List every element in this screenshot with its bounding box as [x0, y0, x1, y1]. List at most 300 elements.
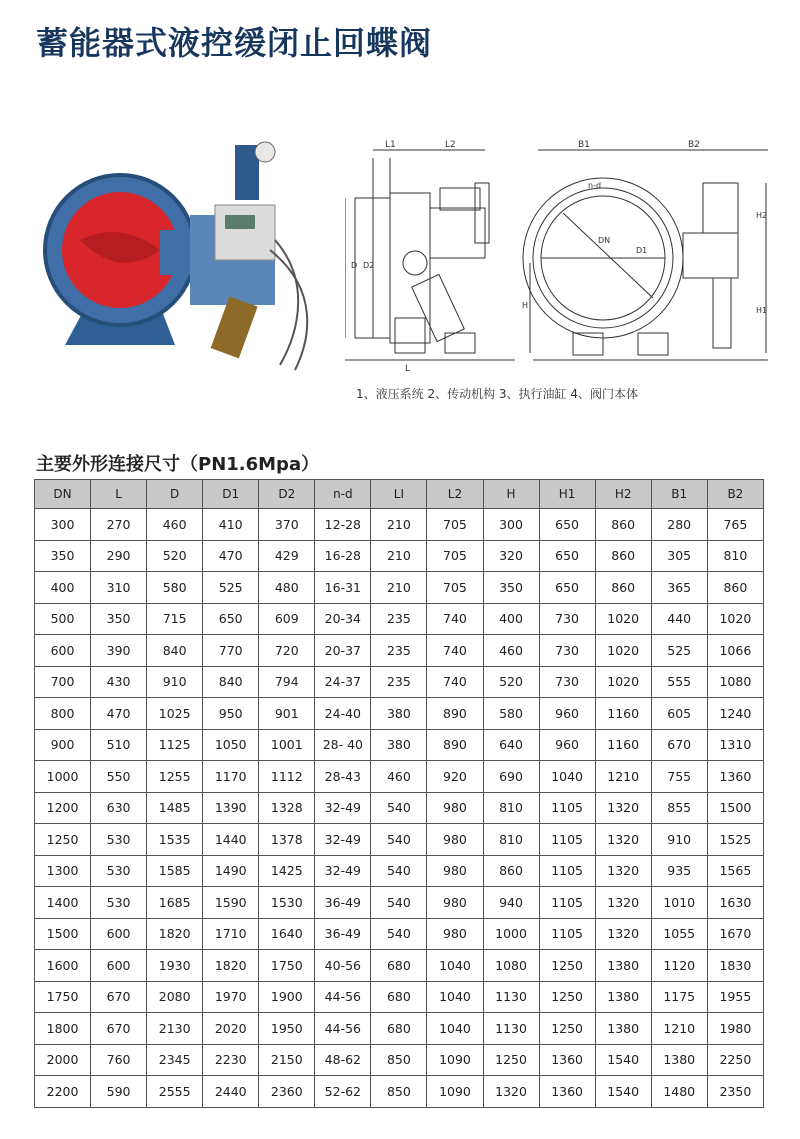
column-header: D1	[203, 480, 259, 509]
table-cell: 1360	[539, 1076, 595, 1108]
label-d2: D2	[363, 261, 375, 270]
table-cell: 980	[427, 824, 483, 856]
table-cell: 1255	[147, 761, 203, 793]
table-cell: 520	[483, 666, 539, 698]
table-cell: 1425	[259, 855, 315, 887]
table-cell: 1485	[147, 792, 203, 824]
table-row	[35, 981, 764, 1013]
table-cell: 2555	[147, 1076, 203, 1108]
table-cell: 765	[707, 509, 763, 541]
table-cell: 20-34	[315, 603, 371, 635]
table-cell: 28-43	[315, 761, 371, 793]
table-cell: 1980	[707, 1013, 763, 1045]
table-cell: 705	[427, 509, 483, 541]
table-cell: 600	[35, 635, 91, 667]
table-cell: 940	[483, 887, 539, 919]
table-cell: 1380	[595, 950, 651, 982]
table-cell: 2345	[147, 1044, 203, 1076]
table-cell: 740	[427, 603, 483, 635]
table-cell: 1490	[203, 855, 259, 887]
table-cell: 1630	[707, 887, 763, 919]
table-cell: 310	[91, 572, 147, 604]
label-b2: B2	[688, 140, 700, 150]
table-cell: 1250	[35, 824, 91, 856]
table-cell: 730	[539, 635, 595, 667]
table-cell: 2200	[35, 1076, 91, 1108]
table-cell: 1040	[427, 981, 483, 1013]
table-cell: 1540	[595, 1044, 651, 1076]
table-cell: 365	[651, 572, 707, 604]
column-header: H2	[595, 480, 651, 509]
table-cell: 1170	[203, 761, 259, 793]
table-row	[35, 509, 764, 541]
table-row	[35, 950, 764, 982]
table-cell: 520	[147, 540, 203, 572]
table-cell: 1055	[651, 918, 707, 950]
table-cell: 1320	[595, 824, 651, 856]
table-cell: 300	[35, 509, 91, 541]
table-cell: 2000	[35, 1044, 91, 1076]
table-cell: 235	[371, 603, 427, 635]
table-cell: 320	[483, 540, 539, 572]
table-cell: 980	[427, 855, 483, 887]
table-row	[35, 698, 764, 730]
table-cell: 960	[539, 698, 595, 730]
table-cell: 1310	[707, 729, 763, 761]
table-cell: 1328	[259, 792, 315, 824]
table-cell: 730	[539, 666, 595, 698]
table-cell: 370	[259, 509, 315, 541]
table-cell: 1250	[483, 1044, 539, 1076]
table-cell: 270	[91, 509, 147, 541]
table-cell: 1590	[203, 887, 259, 919]
label-h: H	[522, 301, 529, 310]
table-cell: 440	[651, 603, 707, 635]
table-row	[35, 729, 764, 761]
table-cell: 1500	[35, 918, 91, 950]
table-cell: 540	[371, 855, 427, 887]
table-cell: 235	[371, 635, 427, 667]
table-cell: 850	[371, 1044, 427, 1076]
label-h2: H2	[756, 211, 768, 220]
table-cell: 1105	[539, 824, 595, 856]
column-header: n-d	[315, 480, 371, 509]
table-cell: 630	[91, 792, 147, 824]
table-cell: 1640	[259, 918, 315, 950]
table-cell: 1750	[35, 981, 91, 1013]
table-cell: 700	[35, 666, 91, 698]
table-cell: 350	[35, 540, 91, 572]
table-cell: 980	[427, 918, 483, 950]
table-cell: 1130	[483, 981, 539, 1013]
table-cell: 1120	[651, 950, 707, 982]
table-row	[35, 603, 764, 635]
table-cell: 730	[539, 603, 595, 635]
table-row	[35, 855, 764, 887]
table-cell: 16-28	[315, 540, 371, 572]
table-cell: 1175	[651, 981, 707, 1013]
label-h1: H1	[756, 306, 768, 315]
table-cell: 600	[91, 918, 147, 950]
hydraulic-unit	[211, 142, 308, 370]
table-cell: 1955	[707, 981, 763, 1013]
table-cell: 580	[483, 698, 539, 730]
table-cell: 1160	[595, 698, 651, 730]
table-cell: 550	[91, 761, 147, 793]
table-cell: 850	[371, 1076, 427, 1108]
table-cell: 540	[371, 792, 427, 824]
table-cell: 1200	[35, 792, 91, 824]
table-cell: 1320	[483, 1076, 539, 1108]
label-l: L	[405, 364, 411, 373]
table-cell: 715	[147, 603, 203, 635]
column-header: DN	[35, 480, 91, 509]
table-cell: 740	[427, 666, 483, 698]
table-cell: 690	[483, 761, 539, 793]
table-cell: 235	[371, 666, 427, 698]
table-cell: 36-49	[315, 887, 371, 919]
table-cell: 2080	[147, 981, 203, 1013]
table-cell: 280	[651, 509, 707, 541]
table-cell: 44-56	[315, 981, 371, 1013]
table-cell: 32-49	[315, 855, 371, 887]
label-l1: L1	[385, 140, 396, 150]
table-cell: 40-56	[315, 950, 371, 982]
table-cell: 1040	[427, 1013, 483, 1045]
table-cell: 32-49	[315, 824, 371, 856]
table-cell: 1066	[707, 635, 763, 667]
table-cell: 960	[539, 729, 595, 761]
table-cell: 12-28	[315, 509, 371, 541]
table-cell: 530	[91, 824, 147, 856]
table-cell: 350	[483, 572, 539, 604]
table-cell: 555	[651, 666, 707, 698]
table-cell: 1025	[147, 698, 203, 730]
valve-photo	[40, 130, 340, 390]
table-cell: 1525	[707, 824, 763, 856]
table-cell: 980	[427, 792, 483, 824]
table-cell: 28- 40	[315, 729, 371, 761]
table-cell: 1480	[651, 1076, 707, 1108]
table-cell: 1750	[259, 950, 315, 982]
table-cell: 400	[483, 603, 539, 635]
column-header: B1	[651, 480, 707, 509]
table-cell: 760	[91, 1044, 147, 1076]
table-cell: 860	[707, 572, 763, 604]
table-cell: 1830	[707, 950, 763, 982]
table-cell: 1130	[483, 1013, 539, 1045]
table-cell: 1930	[147, 950, 203, 982]
table-cell: 540	[371, 887, 427, 919]
table-cell: 36-49	[315, 918, 371, 950]
table-cell: 500	[35, 603, 91, 635]
table-cell: 300	[483, 509, 539, 541]
table-cell: 2150	[259, 1044, 315, 1076]
table-cell: 1040	[539, 761, 595, 793]
table-cell: 530	[91, 887, 147, 919]
table-cell: 2130	[147, 1013, 203, 1045]
table-cell: 1440	[203, 824, 259, 856]
table-cell: 1020	[707, 603, 763, 635]
table-cell: 290	[91, 540, 147, 572]
page-title: 蓄能器式液控缓闭止回蝶阀	[36, 24, 433, 62]
table-cell: 860	[595, 572, 651, 604]
table-cell: 770	[203, 635, 259, 667]
table-cell: 1585	[147, 855, 203, 887]
table-cell: 1320	[595, 855, 651, 887]
table-cell: 800	[35, 698, 91, 730]
table-cell: 20-37	[315, 635, 371, 667]
table-cell: 600	[91, 950, 147, 982]
table-cell: 1250	[539, 1013, 595, 1045]
table-cell: 430	[91, 666, 147, 698]
dimension-table	[34, 479, 764, 1108]
table-title: 主要外形连接尺寸（PN1.6Mpa）	[36, 454, 320, 475]
table-cell: 2440	[203, 1076, 259, 1108]
column-header: LI	[371, 480, 427, 509]
label-d1: D1	[636, 246, 648, 255]
table-cell: 590	[91, 1076, 147, 1108]
label-l2: L2	[445, 140, 456, 150]
table-cell: 380	[371, 698, 427, 730]
table-cell: 350	[91, 603, 147, 635]
column-header: B2	[707, 480, 763, 509]
table-cell: 1380	[595, 981, 651, 1013]
table-cell: 480	[259, 572, 315, 604]
table-cell: 1050	[203, 729, 259, 761]
table-cell: 460	[371, 761, 427, 793]
table-cell: 860	[483, 855, 539, 887]
table-cell: 400	[35, 572, 91, 604]
table-cell: 52-62	[315, 1076, 371, 1108]
table-cell: 705	[427, 540, 483, 572]
table-cell: 1080	[483, 950, 539, 982]
table-row	[35, 540, 764, 572]
table-cell: 810	[707, 540, 763, 572]
table-cell: 305	[651, 540, 707, 572]
table-cell: 540	[371, 918, 427, 950]
table-cell: 705	[427, 572, 483, 604]
table-cell: 1500	[707, 792, 763, 824]
table-cell: 740	[427, 635, 483, 667]
table-cell: 860	[595, 540, 651, 572]
table-cell: 2250	[707, 1044, 763, 1076]
table-cell: 900	[35, 729, 91, 761]
table-cell: 210	[371, 572, 427, 604]
table-cell: 470	[91, 698, 147, 730]
column-header: H	[483, 480, 539, 509]
table-cell: 1565	[707, 855, 763, 887]
table-cell: 605	[651, 698, 707, 730]
table-cell: 1020	[595, 666, 651, 698]
table-cell: 1080	[707, 666, 763, 698]
column-header: L	[91, 480, 147, 509]
table-cell: 901	[259, 698, 315, 730]
table-cell: 1320	[595, 918, 651, 950]
table-cell: 670	[91, 1013, 147, 1045]
table-cell: 1210	[595, 761, 651, 793]
table-cell: 460	[483, 635, 539, 667]
table-cell: 650	[203, 603, 259, 635]
table-cell: 1105	[539, 918, 595, 950]
table-row	[35, 918, 764, 950]
table-cell: 1160	[595, 729, 651, 761]
table-cell: 840	[147, 635, 203, 667]
table-cell: 890	[427, 729, 483, 761]
table-cell: 1320	[595, 887, 651, 919]
table-row	[35, 887, 764, 919]
table-cell: 1001	[259, 729, 315, 761]
table-cell: 1320	[595, 792, 651, 824]
table-cell: 470	[203, 540, 259, 572]
table-cell: 720	[259, 635, 315, 667]
label-b1: B1	[578, 140, 590, 150]
table-cell: 794	[259, 666, 315, 698]
column-header: D	[147, 480, 203, 509]
table-row	[35, 572, 764, 604]
table-cell: 1105	[539, 855, 595, 887]
table-cell: 1090	[427, 1076, 483, 1108]
table-row	[35, 824, 764, 856]
table-row	[35, 1044, 764, 1076]
table-cell: 525	[651, 635, 707, 667]
table-cell: 1020	[595, 603, 651, 635]
table-cell: 670	[91, 981, 147, 1013]
table-cell: 1600	[35, 950, 91, 982]
table-cell: 1020	[595, 635, 651, 667]
table-cell: 460	[147, 509, 203, 541]
table-cell: 1380	[651, 1044, 707, 1076]
table-cell: 680	[371, 950, 427, 982]
table-cell: 525	[203, 572, 259, 604]
table-header-row	[35, 480, 764, 509]
table-cell: 935	[651, 855, 707, 887]
table-cell: 910	[651, 824, 707, 856]
table-cell: 890	[427, 698, 483, 730]
table-cell: 1390	[203, 792, 259, 824]
side-view-drawing	[345, 138, 515, 373]
table-cell: 1950	[259, 1013, 315, 1045]
table-row	[35, 635, 764, 667]
table-cell: 1380	[595, 1013, 651, 1045]
table-cell: 1040	[427, 950, 483, 982]
table-cell: 1685	[147, 887, 203, 919]
table-cell: 680	[371, 1013, 427, 1045]
table-cell: 210	[371, 540, 427, 572]
table-cell: 1360	[539, 1044, 595, 1076]
table-cell: 650	[539, 572, 595, 604]
table-cell: 48-62	[315, 1044, 371, 1076]
table-cell: 1250	[539, 981, 595, 1013]
table-cell: 650	[539, 540, 595, 572]
table-cell: 24-37	[315, 666, 371, 698]
table-cell: 390	[91, 635, 147, 667]
table-cell: 380	[371, 729, 427, 761]
table-cell: 680	[371, 981, 427, 1013]
table-cell: 860	[595, 509, 651, 541]
table-row	[35, 666, 764, 698]
table-cell: 950	[203, 698, 259, 730]
column-header: D2	[259, 480, 315, 509]
label-dn: DN	[598, 236, 611, 245]
table-cell: 1900	[259, 981, 315, 1013]
table-cell: 24-40	[315, 698, 371, 730]
table-cell: 540	[371, 824, 427, 856]
table-cell: 1530	[259, 887, 315, 919]
table-cell: 1000	[483, 918, 539, 950]
table-cell: 920	[427, 761, 483, 793]
table-cell: 1710	[203, 918, 259, 950]
table-cell: 32-49	[315, 792, 371, 824]
table-cell: 810	[483, 792, 539, 824]
table-cell: 810	[483, 824, 539, 856]
table-cell: 1820	[203, 950, 259, 982]
table-cell: 1400	[35, 887, 91, 919]
table-cell: 1090	[427, 1044, 483, 1076]
table-cell: 1670	[707, 918, 763, 950]
table-cell: 650	[539, 509, 595, 541]
table-row	[35, 761, 764, 793]
table-cell: 429	[259, 540, 315, 572]
table-cell: 1250	[539, 950, 595, 982]
table-cell: 1300	[35, 855, 91, 887]
table-cell: 1210	[651, 1013, 707, 1045]
table-cell: 2360	[259, 1076, 315, 1108]
table-cell: 1010	[651, 887, 707, 919]
table-cell: 1970	[203, 981, 259, 1013]
label-nd: n-d	[588, 181, 602, 190]
table-cell: 670	[651, 729, 707, 761]
table-cell: 510	[91, 729, 147, 761]
parts-caption: 1、液压系统 2、传动机构 3、执行油缸 4、阀门本体	[356, 387, 638, 401]
table-cell: 2230	[203, 1044, 259, 1076]
table-cell: 2350	[707, 1076, 763, 1108]
table-cell: 1240	[707, 698, 763, 730]
table-cell: 16-31	[315, 572, 371, 604]
table-body	[35, 509, 764, 1108]
table-cell: 980	[427, 887, 483, 919]
column-header: L2	[427, 480, 483, 509]
front-view-drawing	[518, 138, 780, 373]
table-cell: 2020	[203, 1013, 259, 1045]
table-row	[35, 1076, 764, 1108]
column-header: H1	[539, 480, 595, 509]
table-cell: 640	[483, 729, 539, 761]
table-cell: 1360	[707, 761, 763, 793]
table-cell: 410	[203, 509, 259, 541]
table-cell: 910	[147, 666, 203, 698]
table-cell: 1800	[35, 1013, 91, 1045]
table-cell: 580	[147, 572, 203, 604]
table-cell: 609	[259, 603, 315, 635]
table-cell: 44-56	[315, 1013, 371, 1045]
label-d: D	[351, 261, 358, 270]
table-cell: 1105	[539, 887, 595, 919]
table-row	[35, 792, 764, 824]
table-cell: 1112	[259, 761, 315, 793]
table-cell: 1540	[595, 1076, 651, 1108]
table-cell: 530	[91, 855, 147, 887]
table-cell: 1378	[259, 824, 315, 856]
table-cell: 1820	[147, 918, 203, 950]
table-cell: 1000	[35, 761, 91, 793]
table-cell: 855	[651, 792, 707, 824]
table-cell: 755	[651, 761, 707, 793]
table-cell: 1535	[147, 824, 203, 856]
table-cell: 1105	[539, 792, 595, 824]
table-cell: 840	[203, 666, 259, 698]
table-cell: 1125	[147, 729, 203, 761]
